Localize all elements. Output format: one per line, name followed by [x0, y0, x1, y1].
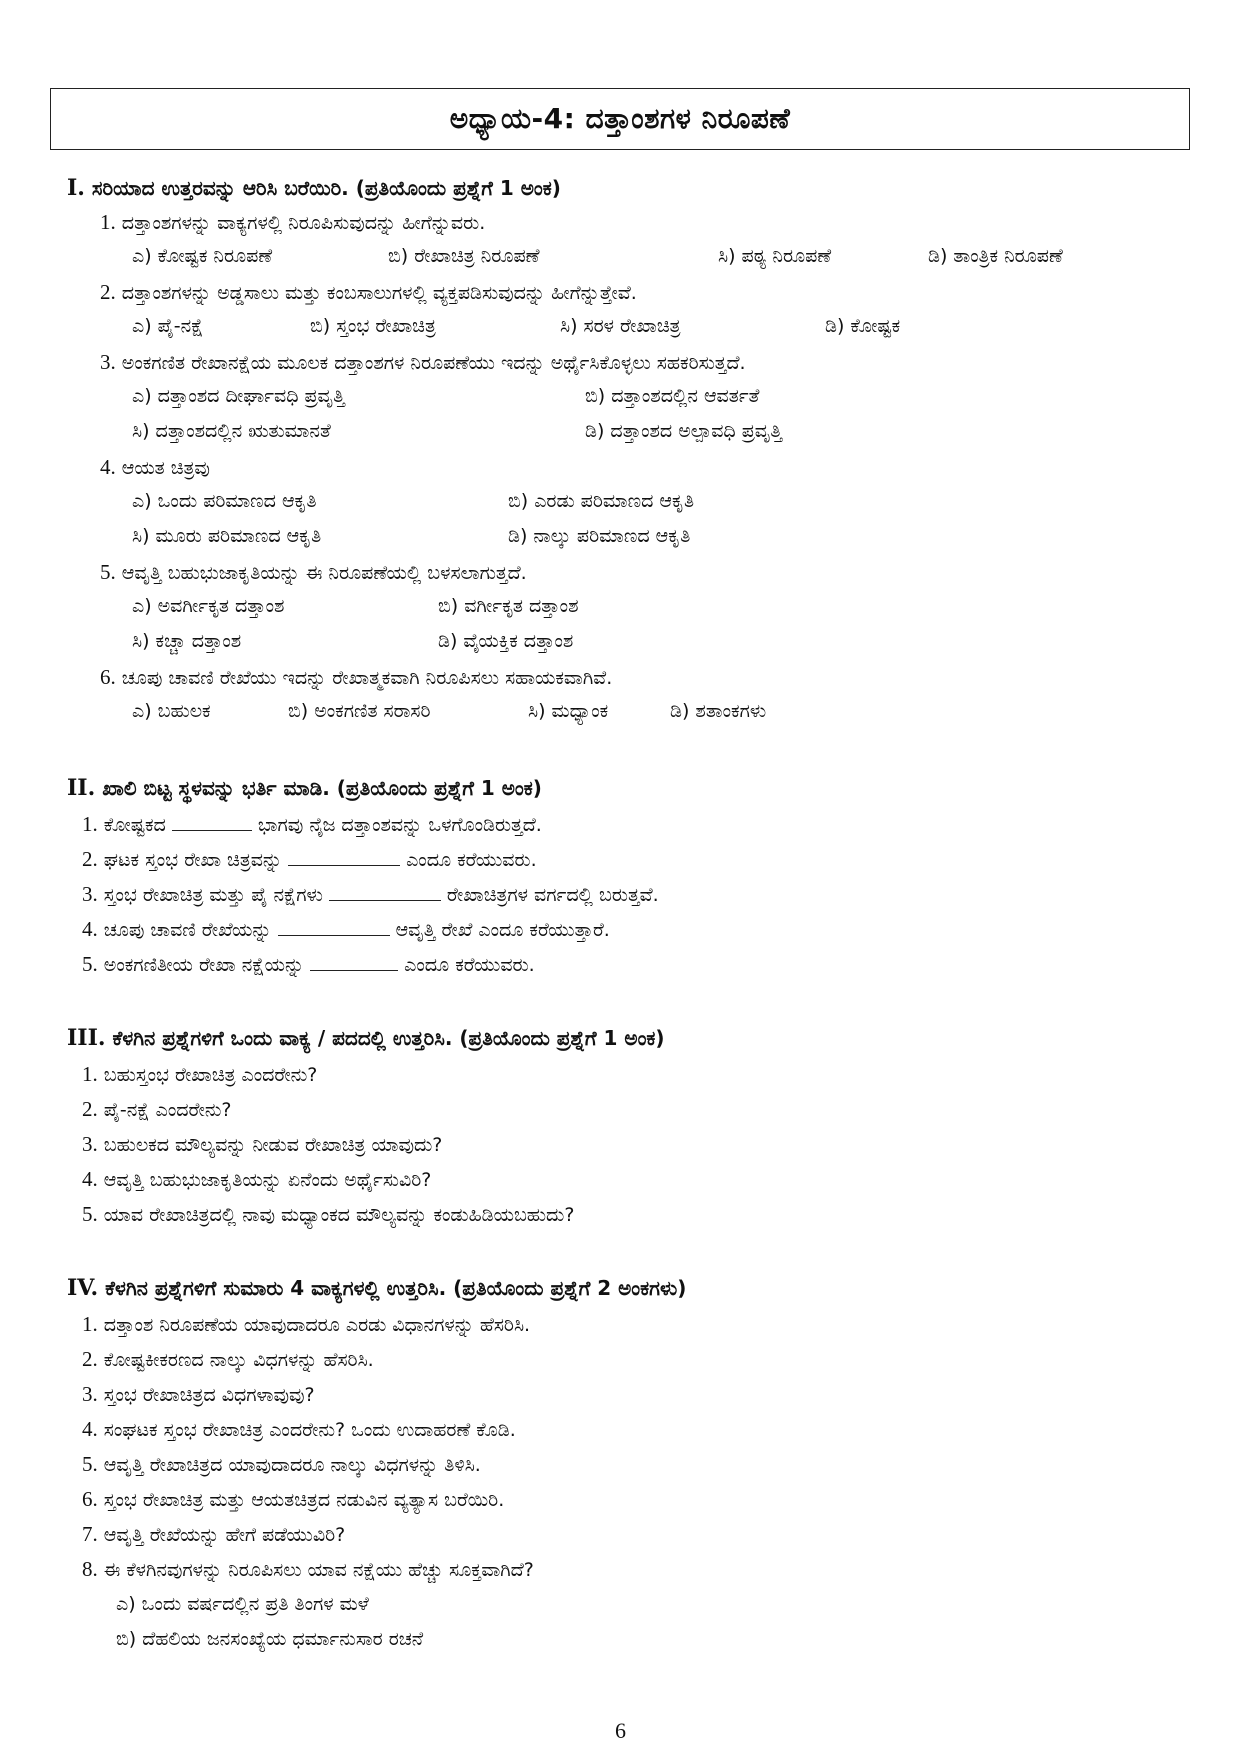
section-2-roman: II. [67, 775, 96, 801]
s1-q6 [100, 665, 612, 690]
s4-q8-option-a: ಎ) ಒಂದು ವರ್ಷದಲ್ಲಿನ ಪ್ರತಿ ತಿಂಗಳ ಮಳೆ [116, 1593, 369, 1615]
s3-q5-text: ಯಾವ ರೇಖಾಚಿತ್ರದಲ್ಲಿ ನಾವು ಮಧ್ಯಾಂಕದ ಮೌಲ್ಯವನ್ನು ಕಂಡುಹಿಡಿಯಬಹುದು? [103, 1204, 575, 1226]
section-3-roman: III. [67, 1025, 106, 1051]
s2-q3-post: ರೇಖಾಚಿತ್ರಗಳ ವರ್ಗದಲ್ಲಿ ಬರುತ್ತವೆ. [446, 884, 659, 906]
s1-q6-option-d: ಡಿ) ಶತಾಂಕಗಳು [670, 700, 767, 722]
s2-q2-pre: ಘಟಕ ಸ್ತಂಭ ರೇಖಾ ಚಿತ್ರವನ್ನು [103, 849, 283, 871]
s4-q7 [82, 1522, 345, 1547]
s4-q7-number: 7. [82, 1522, 98, 1546]
s4-q8-number: 8. [82, 1557, 98, 1581]
s1-q6-option-a: ಎ) ಬಹುಲಕ [132, 700, 211, 722]
s4-q7-text: ಆವೃತ್ತಿ ರೇಖೆಯನ್ನು ಹೇಗೆ ಪಡೆಯುವಿರಿ? [103, 1524, 346, 1546]
s1-q3-option-d: ಡಿ) ದತ್ತಾಂಶದ ಅಲ್ಪಾವಧಿ ಪ್ರವೃತ್ತಿ [585, 420, 783, 442]
s1-q4-option-c: ಸಿ) ಮೂರು ಪರಿಮಾಣದ ಆಕೃತಿ [132, 525, 322, 547]
s4-q8-option-b: ಬಿ) ದೆಹಲಿಯ ಜನಸಂಖ್ಯೆಯ ಧರ್ಮಾನುಸಾರ ರಚನೆ [116, 1628, 424, 1650]
s1-q5-text: ಆವೃತ್ತಿ ಬಹುಭುಜಾಕೃತಿಯನ್ನು ಈ ನಿರೂಪಣೆಯಲ್ಲಿ ಬಳಸಲಾಗುತ್ತದೆ. [121, 562, 527, 584]
section-4-heading [67, 1275, 686, 1301]
section-4-heading-text: ಕೆಳಗಿನ ಪ್ರಶ್ನೆಗಳಿಗೆ ಸುಮಾರು 4 ವಾಕ್ಯಗಳಲ್ಲಿ ಉತ್ತರಿಸಿ. (ಪ್ರತಿಯೊಂದು ಪ್ರಶ್ನೆಗೆ 2 ಅಂಕಗಳು) [105, 1276, 687, 1300]
s1-q5-option-d: ಡಿ) ವೈಯಕ್ತಿಕ ದತ್ತಾಂಶ [438, 630, 574, 652]
section-1-roman: I. [67, 175, 85, 201]
s4-q8-text: ಈ ಕೆಳಗಿನವುಗಳನ್ನು ನಿರೂಪಿಸಲು ಯಾವ ನಕ್ಷೆಯು ಹೆಚ್ಚು ಸೂಕ್ತವಾಗಿದೆ? [103, 1559, 534, 1581]
s2-q1-pre: ಕೋಷ್ಟಕದ [103, 814, 166, 836]
s2-q1-number: 1. [82, 812, 98, 836]
s1-q2 [100, 280, 637, 305]
s1-q4-option-a: ಎ) ಒಂದು ಪರಿಮಾಣದ ಆಕೃತಿ [132, 490, 317, 512]
page-number: 6 [615, 1718, 626, 1743]
chapter-title: ಅಧ್ಯಾಯ-4: ದತ್ತಾಂಶಗಳ ನಿರೂಪಣೆ [449, 102, 791, 135]
s2-q1-blank[interactable] [172, 814, 252, 831]
s4-q5-text: ಆವೃತ್ತಿ ರೇಖಾಚಿತ್ರದ ಯಾವುದಾದರೂ ನಾಲ್ಕು ವಿಧಗಳನ್ನು ತಿಳಿಸಿ. [103, 1454, 481, 1476]
s3-q1 [82, 1062, 317, 1087]
section-1-heading-text: ಸರಿಯಾದ ಉತ್ತರವನ್ನು ಆರಿಸಿ ಬರೆಯಿರಿ. (ಪ್ರತಿಯೊಂದು ಪ್ರಶ್ನೆಗೆ 1 ಅಂಕ) [91, 176, 561, 200]
s1-q4-option-d: ಡಿ) ನಾಲ್ಕು ಪರಿಮಾಣದ ಆಕೃತಿ [508, 525, 691, 547]
s4-q1-number: 1. [82, 1312, 98, 1336]
section-1-heading [67, 175, 561, 201]
s3-q4-number: 4. [82, 1167, 98, 1191]
s1-q3 [100, 350, 746, 375]
s4-q1 [82, 1312, 530, 1337]
s1-q2-text: ದತ್ತಾಂಶಗಳನ್ನು ಅಡ್ಡಸಾಲು ಮತ್ತು ಕಂಬಸಾಲುಗಳಲ್ಲಿ ವ್ಯಕ್ತಪಡಿಸುವುದನ್ನು ಹೀಗೆನ್ನುತ್ತೇವೆ. [121, 282, 637, 304]
s1-q1-option-d: ಡಿ) ತಾಂತ್ರಿಕ ನಿರೂಪಣೆ [928, 245, 1063, 267]
s4-q3 [82, 1382, 315, 1407]
s2-q2-post: ಎಂದೂ ಕರೆಯುವರು. [406, 849, 537, 871]
s2-q1-post: ಭಾಗವು ನೈಜ ದತ್ತಾಂಶವನ್ನು ಒಳಗೊಂಡಿರುತ್ತದೆ. [257, 814, 542, 836]
s3-q3 [82, 1132, 442, 1157]
s2-q3 [82, 882, 659, 907]
s1-q1-text: ದತ್ತಾಂಶಗಳನ್ನು ವಾಕ್ಯಗಳಲ್ಲಿ ನಿರೂಪಿಸುವುದನ್ನು ಹೀಗೆನ್ನುವರು. [121, 212, 486, 234]
s3-q5-number: 5. [82, 1202, 98, 1226]
s4-q6 [82, 1487, 504, 1512]
s1-q1-option-c: ಸಿ) ಪಠ್ಯ ನಿರೂಪಣೆ [718, 245, 832, 267]
s3-q2-text: ಪೈ-ನಕ್ಷೆ ಎಂದರೇನು? [103, 1099, 232, 1121]
s2-q5-post: ಎಂದೂ ಕರೆಯುವರು. [404, 954, 535, 976]
s4-q4-number: 4. [82, 1417, 98, 1441]
s3-q3-text: ಬಹುಲಕದ ಮೌಲ್ಯವನ್ನು ನೀಡುವ ರೇಖಾಚಿತ್ರ ಯಾವುದು? [103, 1134, 443, 1156]
s1-q6-number: 6. [100, 665, 116, 689]
s1-q3-number: 3. [100, 350, 116, 374]
s4-q4 [82, 1417, 516, 1442]
chapter-title-box [50, 88, 1190, 150]
s3-q3-number: 3. [82, 1132, 98, 1156]
s4-q8 [82, 1557, 534, 1582]
s2-q4 [82, 917, 610, 942]
s4-q3-number: 3. [82, 1382, 98, 1406]
s3-q1-number: 1. [82, 1062, 98, 1086]
s1-q3-option-c: ಸಿ) ದತ್ತಾಂಶದಲ್ಲಿನ ಋತುಮಾನತೆ [132, 420, 331, 442]
s3-q4 [82, 1167, 431, 1192]
s2-q4-post: ಆವೃತ್ತಿ ರೇಖೆ ಎಂದೂ ಕರೆಯುತ್ತಾರೆ. [395, 919, 610, 941]
s1-q5-number: 5. [100, 560, 116, 584]
s1-q2-option-d: ಡಿ) ಕೋಷ್ಟಕ [825, 315, 901, 337]
section-2-heading-text: ಖಾಲಿ ಬಿಟ್ಟ ಸ್ಥಳವನ್ನು ಭರ್ತಿ ಮಾಡಿ. (ಪ್ರತಿಯೊಂದು ಪ್ರಶ್ನೆಗೆ 1 ಅಂಕ) [102, 776, 542, 800]
s3-q2 [82, 1097, 232, 1122]
s4-q1-text: ದತ್ತಾಂಶ ನಿರೂಪಣೆಯ ಯಾವುದಾದರೂ ಎರಡು ವಿಧಾನಗಳನ್ನು ಹೆಸರಿಸಿ. [103, 1314, 531, 1336]
s1-q3-option-a: ಎ) ದತ್ತಾಂಶದ ದೀರ್ಘಾವಧಿ ಪ್ರವೃತ್ತಿ [132, 385, 345, 407]
s3-q1-text: ಬಹುಸ್ತಂಭ ರೇಖಾಚಿತ್ರ ಎಂದರೇನು? [103, 1064, 318, 1086]
s2-q2 [82, 847, 537, 872]
s1-q5 [100, 560, 527, 585]
section-4-roman: IV. [67, 1275, 99, 1301]
s4-q5-number: 5. [82, 1452, 98, 1476]
s1-q1 [100, 210, 485, 235]
s2-q2-blank[interactable] [288, 849, 400, 866]
s1-q1-option-a: ಎ) ಕೋಷ್ಟಕ ನಿರೂಪಣೆ [132, 245, 273, 267]
s2-q3-number: 3. [82, 882, 98, 906]
s4-q3-text: ಸ್ತಂಭ ರೇಖಾಚಿತ್ರದ ವಿಧಗಳಾವುವು? [103, 1384, 315, 1406]
s2-q5 [82, 952, 535, 977]
s2-q1 [82, 812, 542, 837]
s1-q6-option-b: ಬಿ) ಅಂಕಗಣಿತ ಸರಾಸರಿ [288, 700, 431, 722]
s1-q5-option-a: ಎ) ಅವರ್ಗೀಕೃತ ದತ್ತಾಂಶ [132, 595, 285, 617]
s1-q2-option-a: ಎ) ಪೈ-ನಕ್ಷೆ [132, 315, 204, 337]
s1-q2-option-b: ಬಿ) ಸ್ತಂಭ ರೇಖಾಚಿತ್ರ [310, 315, 436, 337]
s2-q5-blank[interactable] [310, 954, 398, 971]
s3-q2-number: 2. [82, 1097, 98, 1121]
section-2-heading [67, 775, 542, 801]
s4-q2-text: ಕೋಷ್ಟಕೀಕರಣದ ನಾಲ್ಕು ವಿಧಗಳನ್ನು ಹೆಸರಿಸಿ. [103, 1349, 374, 1371]
s4-q2-number: 2. [82, 1347, 98, 1371]
s2-q4-pre: ಚೂಪು ಚಾವಣಿ ರೇಖೆಯನ್ನು [103, 919, 272, 941]
s2-q2-number: 2. [82, 847, 98, 871]
s3-q4-text: ಆವೃತ್ತಿ ಬಹುಭುಜಾಕೃತಿಯನ್ನು ಏನೆಂದು ಅರ್ಥೈಸುವಿರಿ? [103, 1169, 432, 1191]
s4-q6-text: ಸ್ತಂಭ ರೇಖಾಚಿತ್ರ ಮತ್ತು ಆಯತಚಿತ್ರದ ನಡುವಿನ ವ್ಯತ್ಯಾಸ ಬರೆಯಿರಿ. [103, 1489, 505, 1511]
s1-q1-option-b: ಬಿ) ರೇಖಾಚಿತ್ರ ನಿರೂಪಣೆ [388, 245, 540, 267]
s1-q4-option-b: ಬಿ) ಎರಡು ಪರಿಮಾಣದ ಆಕೃತಿ [508, 490, 695, 512]
s1-q3-text: ಅಂಕಗಣಿತ ರೇಖಾನಕ್ಷೆಯ ಮೂಲಕ ದತ್ತಾಂಶಗಳ ನಿರೂಪಣೆಯು ಇದನ್ನು ಅರ್ಥೈಸಿಕೊಳ್ಳಲು ಸಹಕರಿಸುತ್ತದೆ. [121, 352, 746, 374]
s2-q4-number: 4. [82, 917, 98, 941]
s4-q5 [82, 1452, 481, 1477]
s1-q6-option-c: ಸಿ) ಮಧ್ಯಾಂಕ [528, 700, 609, 722]
s3-q5 [82, 1202, 574, 1227]
s2-q5-number: 5. [82, 952, 98, 976]
s1-q4 [100, 455, 210, 480]
s1-q2-number: 2. [100, 280, 116, 304]
section-3-heading-text: ಕೆಳಗಿನ ಪ್ರಶ್ನೆಗಳಿಗೆ ಒಂದು ವಾಕ್ಯ / ಪದದಲ್ಲಿ ಉತ್ತರಿಸಿ. (ಪ್ರತಿಯೊಂದು ಪ್ರಶ್ನೆಗೆ 1 ಅಂಕ) [112, 1026, 665, 1050]
s1-q2-option-c: ಸಿ) ಸರಳ ರೇಖಾಚಿತ್ರ [560, 315, 681, 337]
s4-q4-text: ಸಂಘಟಕ ಸ್ತಂಭ ರೇಖಾಚಿತ್ರ ಎಂದರೇನು? ಒಂದು ಉದಾಹರಣೆ ಕೊಡಿ. [103, 1419, 516, 1441]
s2-q4-blank[interactable] [278, 919, 390, 936]
s1-q4-number: 4. [100, 455, 116, 479]
s1-q5-option-b: ಬಿ) ವರ್ಗೀಕೃತ ದತ್ತಾಂಶ [438, 595, 579, 617]
s2-q5-pre: ಅಂಕಗಣಿತೀಯ ರೇಖಾ ನಕ್ಷೆಯನ್ನು [103, 954, 305, 976]
s1-q4-text: ಆಯತ ಚಿತ್ರವು [121, 457, 210, 479]
section-3-heading [67, 1025, 665, 1051]
s4-q6-number: 6. [82, 1487, 98, 1511]
s4-q2 [82, 1347, 374, 1372]
s1-q1-number: 1. [100, 210, 116, 234]
s1-q5-option-c: ಸಿ) ಕಚ್ಚಾ ದತ್ತಾಂಶ [132, 630, 242, 652]
s2-q3-blank[interactable] [329, 884, 441, 901]
s2-q3-pre: ಸ್ತಂಭ ರೇಖಾಚಿತ್ರ ಮತ್ತು ಪೈ ನಕ್ಷೆಗಳು [103, 884, 323, 906]
s1-q6-text: ಚೂಪು ಚಾವಣಿ ರೇಖೆಯು ಇದನ್ನು ರೇಖಾತ್ಮಕವಾಗಿ ನಿರೂಪಿಸಲು ಸಹಾಯಕವಾಗಿವೆ. [121, 667, 613, 689]
s1-q3-option-b: ಬಿ) ದತ್ತಾಂಶದಲ್ಲಿನ ಆವರ್ತತೆ [585, 385, 760, 407]
